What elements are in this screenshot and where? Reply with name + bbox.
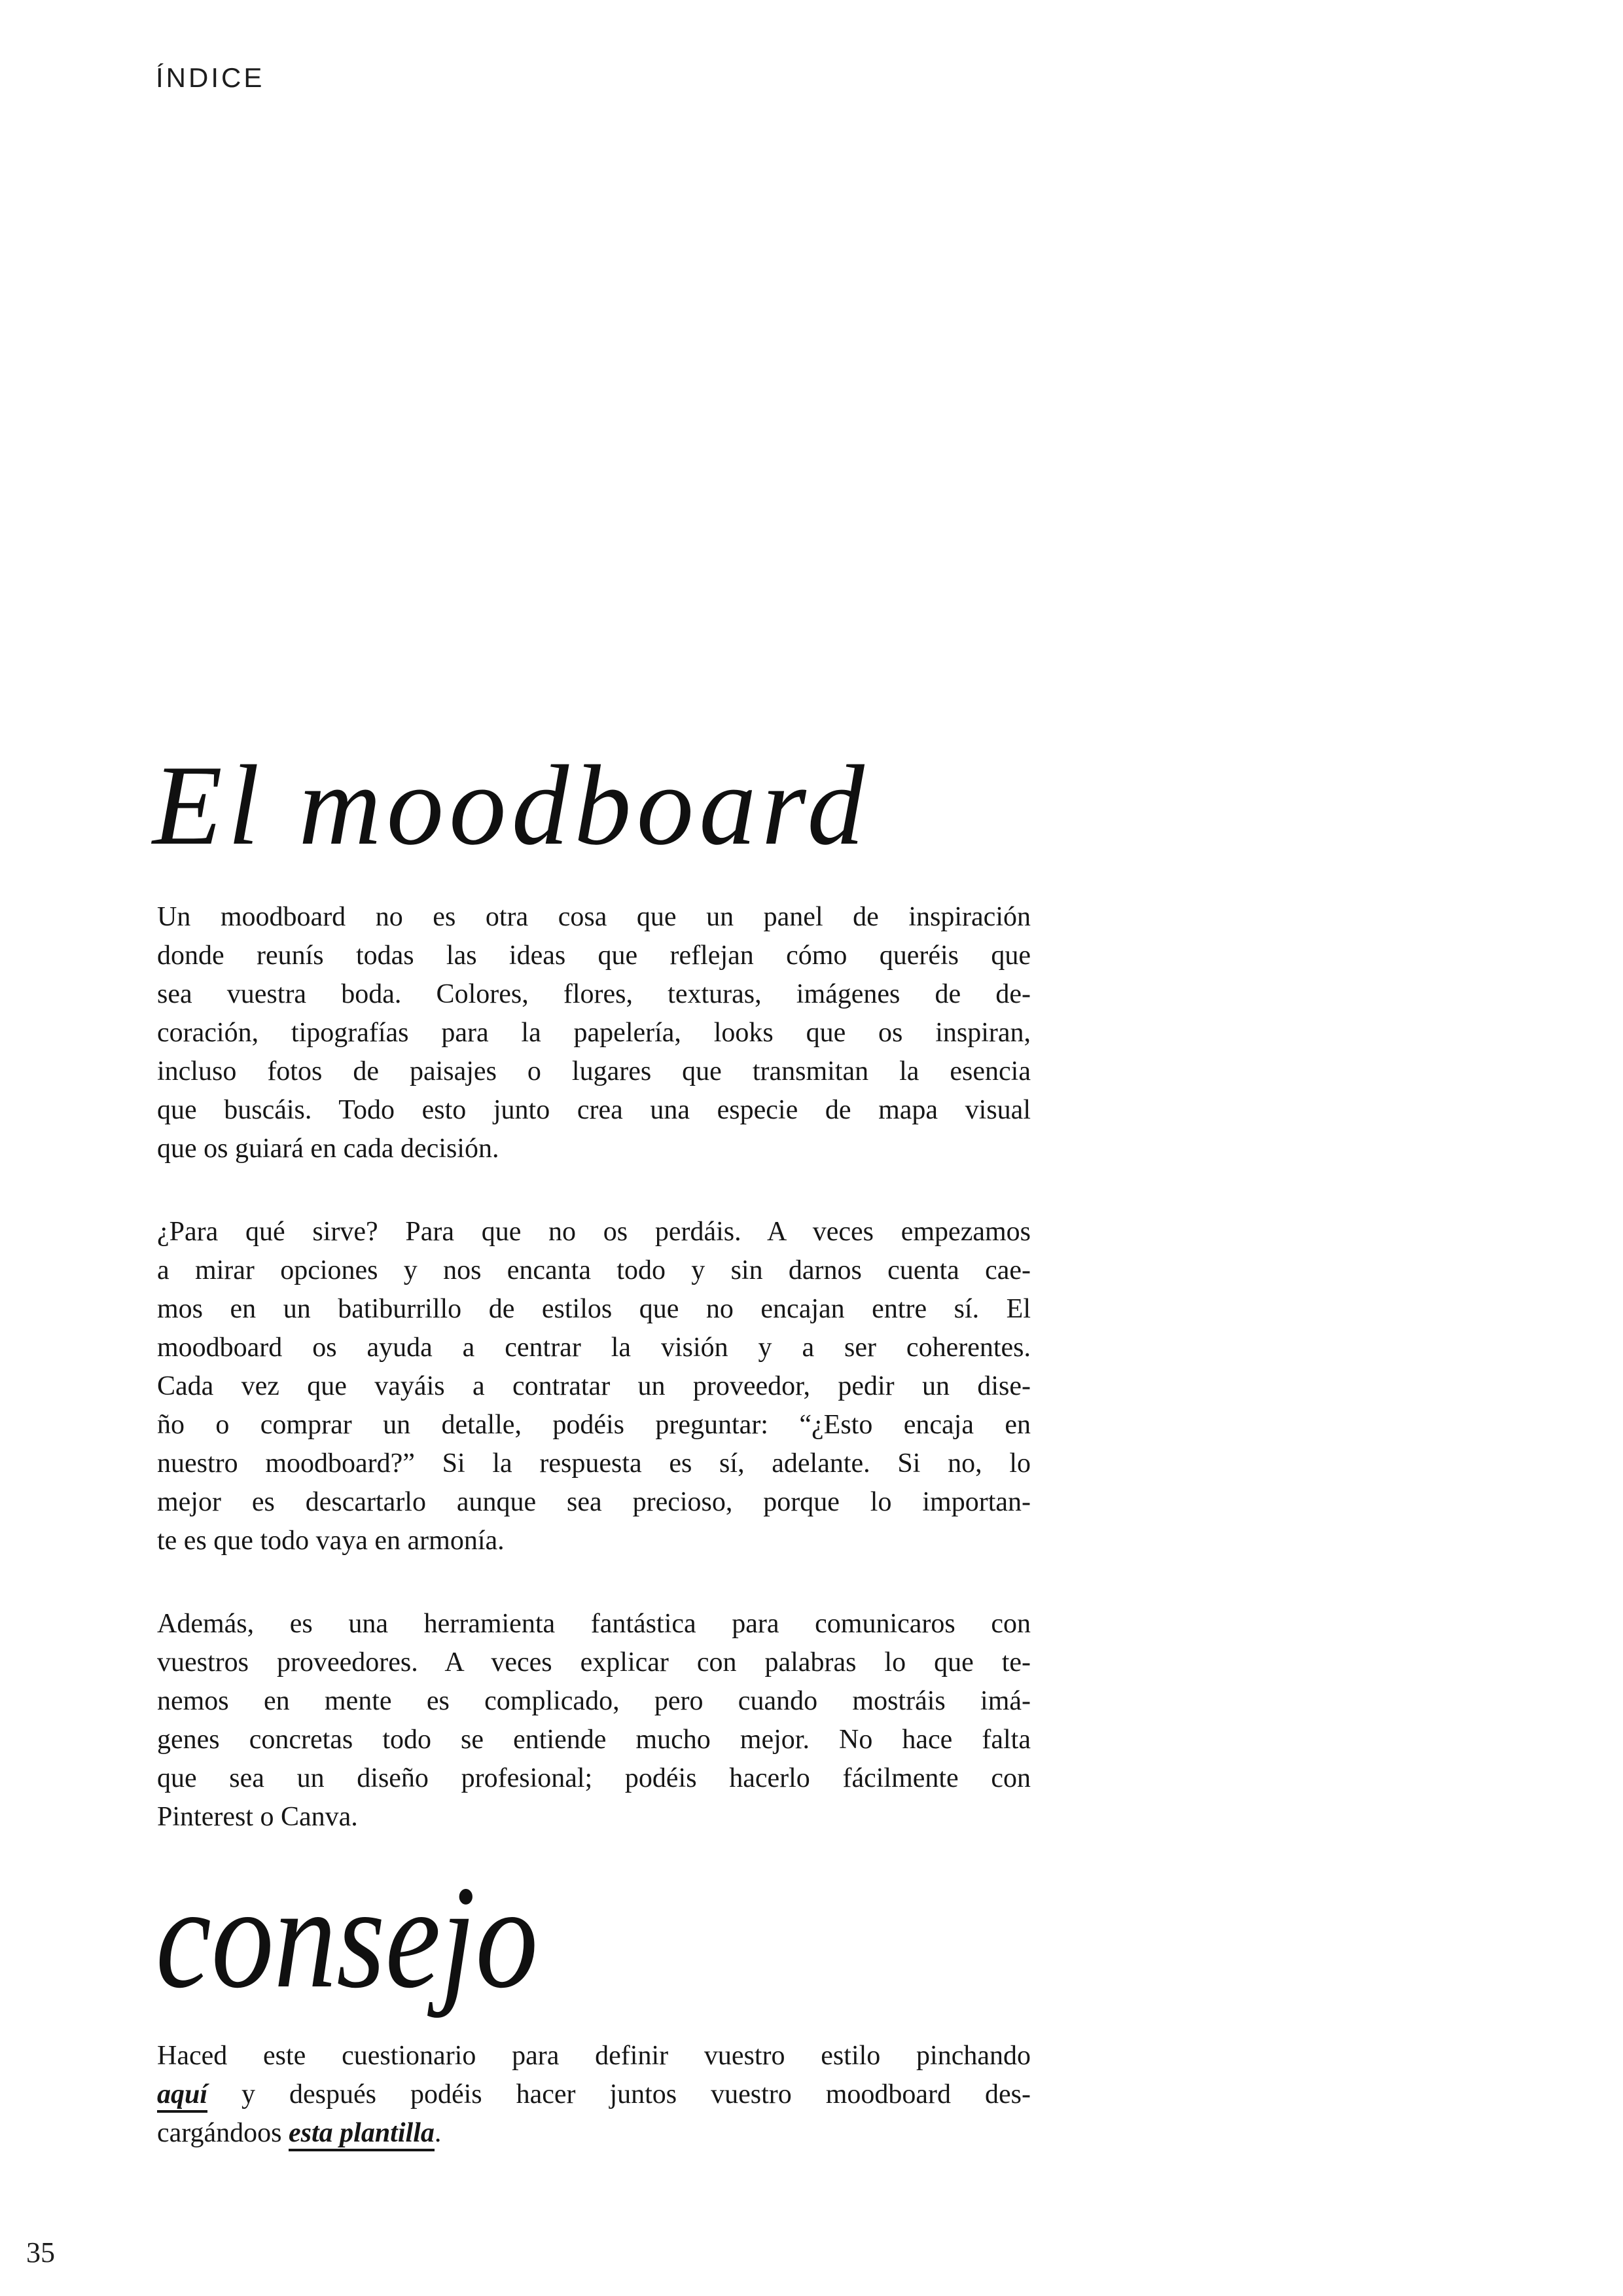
text-line: vuestros proveedores. A veces explicar con palabras lo que te- (157, 1647, 1031, 1677)
page-title: El moodboard (152, 742, 870, 869)
text-line: mejor es descartarlo aunque sea precioso, porque lo importan- (157, 1487, 1031, 1517)
text-line: que buscáis. Todo esto junto crea una especie de mapa visual (157, 1095, 1031, 1125)
text-line: a mirar opciones y nos encanta todo y sin darnos cuenta cae- (157, 1255, 1031, 1285)
article-body (157, 898, 1031, 1837)
text-line: incluso fotos de paisajes o lugares que transmitan la esencia (157, 1056, 1031, 1086)
text-line: nemos en mente es complicado, pero cuando mostráis imá- (157, 1686, 1031, 1716)
index-nav-label[interactable]: ÍNDICE (156, 62, 265, 93)
text-line: que os guiará en cada decisión. (157, 1134, 499, 1164)
text-line: ño o comprar un detalle, podéis preguntar: “¿Esto encaja en (157, 1410, 1031, 1440)
text-line: Un moodboard no es otra cosa que un panel de inspiración (157, 902, 1031, 932)
text-line: ¿Para qué sirve? Para que no os perdáis. A veces empezamos (157, 1217, 1031, 1247)
paragraph-1 (157, 898, 1031, 1168)
text-line: coración, tipografías para la papelería, looks que os inspiran, (157, 1018, 1031, 1048)
text-line (157, 2075, 1031, 2114)
link-esta-plantilla[interactable]: esta plantilla (289, 2118, 435, 2151)
tip-paragraph (157, 2037, 1031, 2153)
tip-heading: consejo (156, 1855, 539, 2018)
text-line: Cada vez que vayáis a contratar un proveedor, pedir un dise- (157, 1371, 1031, 1401)
text-line: que sea un diseño profesional; podéis hacerlo fácilmente con (157, 1763, 1031, 1793)
text-line: nuestro moodboard?” Si la respuesta es sí, adelante. Si no, lo (157, 1448, 1031, 1479)
text-line: mos en un batiburrillo de estilos que no encajan entre sí. El (157, 1294, 1031, 1324)
text-line: Pinterest o Canva. (157, 1802, 358, 1832)
text-run: cargándoos (157, 2118, 289, 2148)
text-line: te es que todo vaya en armonía. (157, 1526, 505, 1556)
paragraph-3 (157, 1605, 1031, 1837)
text-run: . (434, 2118, 442, 2148)
text-line: genes concretas todo se entiende mucho mejor. No hace falta (157, 1725, 1031, 1755)
text-line: donde reunís todas las ideas que reflejan cómo queréis que (157, 941, 1031, 971)
text-run: y después podéis hacer juntos vuestro moodboard des- (207, 2079, 1031, 2109)
paragraph-2 (157, 1213, 1031, 1560)
link-aqui[interactable]: aquí (157, 2079, 207, 2113)
text-line: Haced este cuestionario para definir vuestro estilo pinchando (157, 2041, 1031, 2071)
text-line (157, 2114, 1031, 2153)
text-line: moodboard os ayuda a centrar la visión y a ser coherentes. (157, 1333, 1031, 1363)
text-line: sea vuestra boda. Colores, flores, texturas, imágenes de de- (157, 979, 1031, 1009)
page-number: 35 (26, 2236, 55, 2269)
text-line: Además, es una herramienta fantástica para comunicaros con (157, 1609, 1031, 1639)
